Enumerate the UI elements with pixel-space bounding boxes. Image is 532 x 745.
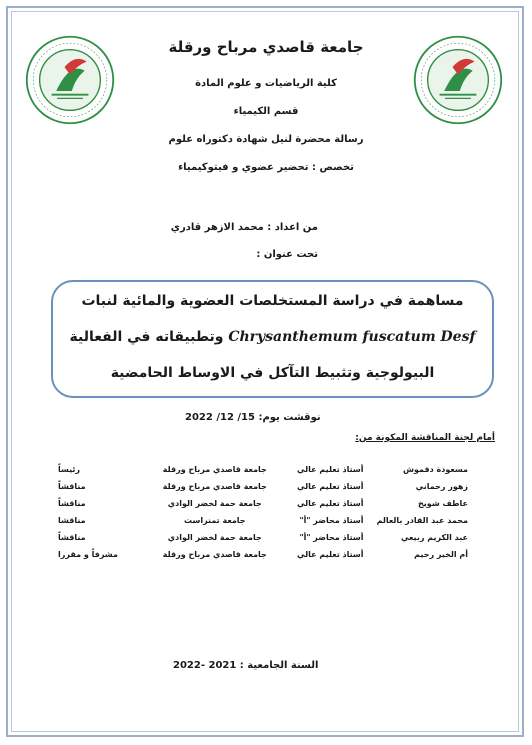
university-logo-right bbox=[412, 34, 504, 126]
jury-name: عبد الكريم ربيعي bbox=[400, 533, 468, 542]
jury-heading: أمام لجنة المناقشة المكونة من: bbox=[355, 433, 495, 443]
jury-role: مناقشاً bbox=[58, 499, 86, 508]
jury-row bbox=[58, 512, 468, 529]
jury-row bbox=[58, 529, 468, 546]
jury-table bbox=[58, 461, 468, 563]
jury-rank: أستاذ تعليم عالي bbox=[297, 482, 364, 491]
faculty-name: كلية الرياضيات و علوم المادة bbox=[195, 78, 337, 89]
thesis-type: رسالة محضرة لنيل شهادة دكتوراه علوم bbox=[168, 134, 364, 145]
jury-row bbox=[58, 478, 468, 495]
specialty: تخصص : تحضير عضوي و فيتوكيمياء bbox=[178, 162, 354, 173]
university-name: جامعة قاصدي مرباح ورقلة bbox=[168, 38, 364, 56]
jury-name: مسعودة دقموش bbox=[403, 465, 468, 474]
under-title-label: تحت عنوان : bbox=[256, 249, 318, 260]
jury-institution: جامعة تمنراست bbox=[184, 516, 246, 525]
jury-rank: أستاذ محاضر "أ" bbox=[299, 516, 364, 525]
jury-row bbox=[58, 546, 468, 563]
jury-rank: أستاذ محاضر "أ" bbox=[299, 533, 364, 542]
jury-rank: أستاذ تعليم عالي bbox=[297, 550, 364, 559]
jury-institution: جامعة حمة لخضر الوادي bbox=[167, 533, 262, 542]
title-line-2 bbox=[60, 329, 485, 345]
jury-role: رئيساً bbox=[58, 465, 81, 474]
jury-institution: جامعة قاصدي مرباح ورقلة bbox=[162, 482, 267, 491]
jury-name: أم الخير رحيم bbox=[414, 550, 468, 559]
title-line-1: مساهمة في دراسة المستخلصات العضوية والمائية لنبات bbox=[81, 293, 464, 309]
jury-rank: أستاذ تعليم عالي bbox=[297, 465, 364, 474]
jury-role: مناقشاً bbox=[58, 482, 86, 491]
title-line-2-arabic: وتطبيقاته في الفعالية bbox=[69, 329, 224, 345]
jury-institution: جامعة قاصدي مرباح ورقلة bbox=[162, 465, 267, 474]
defense-date: نوقشت يوم: 15/ 12/ 2022 bbox=[185, 412, 321, 423]
department-name: قسم الكيمياء bbox=[233, 106, 299, 117]
jury-name: محمد عبد القادر بالعالم bbox=[376, 516, 468, 525]
jury-row bbox=[58, 461, 468, 478]
jury-role: مشرفاً و مقررا bbox=[58, 550, 118, 559]
jury-name: زهور رحماني bbox=[415, 482, 468, 491]
jury-role: مناقشاً bbox=[58, 533, 86, 542]
title-line-3: البيولوجية وتثبيط التآكل في الاوساط الحامضية bbox=[110, 365, 435, 381]
university-logo-left bbox=[24, 34, 116, 126]
academic-year: السنة الجامعية : 2021 -2022 bbox=[173, 660, 319, 671]
jury-institution: جامعة قاصدي مرباح ورقلة bbox=[162, 550, 267, 559]
jury-rank: أستاذ تعليم عالي bbox=[297, 499, 364, 508]
jury-row bbox=[58, 495, 468, 512]
jury-name: عاطف شويخ bbox=[418, 499, 468, 508]
author-line: من اعداد : محمد الازهر قادري bbox=[170, 222, 318, 233]
jury-institution: جامعة حمة لخضر الوادي bbox=[167, 499, 262, 508]
jury-role: مناقشا bbox=[58, 516, 86, 525]
species-name: Chrysanthemum fuscatum Desf bbox=[228, 329, 476, 345]
